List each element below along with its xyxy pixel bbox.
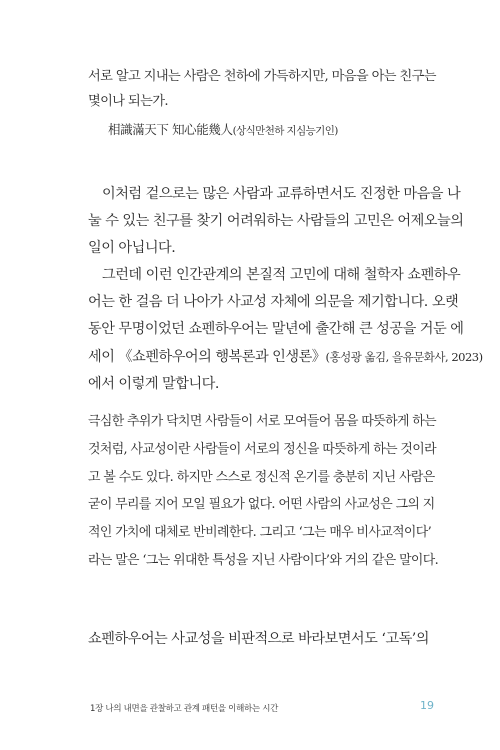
book-citation: (홍성광 옮김, 을유문화사, 2023) <box>325 349 483 364</box>
block-quote-line: 것처럼, 사교성이란 사람들이 서로의 정신을 따뜻하게 하는 것이라 <box>88 441 436 457</box>
paragraph-line: 눌 수 있는 친구를 찾기 어려워하는 사람들의 고민은 어제오늘의 <box>88 213 464 230</box>
block-quote-line: 고 볼 수도 있다. 하지만 스스로 정신적 온기를 충분히 지닌 사람은 <box>88 469 435 485</box>
paragraph-line: 일이 아닙니다. <box>88 240 176 257</box>
paragraph-3 <box>88 626 433 653</box>
paragraph-line: 에서 이렇게 말합니다. <box>88 375 219 392</box>
chapter-footer: 1장 나의 내면을 관찰하고 관계 패턴을 이해하는 시간 <box>90 704 279 714</box>
quote-line: 서로 알고 지내는 사람은 천하에 가득하지만, 마음을 아는 친구는 <box>88 69 436 84</box>
book-title: 세이 《쇼펜하우어의 행복론과 인생론》 <box>88 348 326 365</box>
paragraph-line <box>88 344 483 371</box>
page-number: 19 <box>420 699 434 712</box>
paragraph-line: 이처럼 겉으로는 많은 사람과 교류하면서도 진정한 마음을 나 <box>102 186 461 202</box>
quote-source-hanja: 相識滿天下 知心能幾人 <box>108 122 233 137</box>
paragraph-2 <box>88 262 483 398</box>
block-quote-line: 라는 말은 ‘그는 위대한 특성을 지닌 사람이다’와 거의 같은 말이다. <box>88 552 439 568</box>
block-quote-line: 적인 가치에 대체로 반비례한다. 그리고 ‘그는 매우 비사교적이다’ <box>88 525 432 541</box>
paragraph-1 <box>88 181 464 263</box>
block-quote-line: 극심한 추위가 닥치면 사람들이 서로 모여들어 몸을 따뜻하게 하는 <box>88 414 436 429</box>
block-quote <box>88 408 439 575</box>
paragraph-line: 쇼펜하우어는 사교성을 비판적으로 바라보면서도 ‘고독’의 <box>88 631 429 647</box>
quote-source-reading: (상식만천하 지심능기인) <box>232 125 338 137</box>
block-quote-line: 굳이 무리를 지어 모일 필요가 없다. 어떤 사람의 사교성은 그의 지 <box>88 497 435 513</box>
quote-line: 몇이나 되는가. <box>88 94 169 109</box>
opening-quote <box>88 64 436 114</box>
paragraph-line: 동안 무명이었던 쇼펜하우어는 말년에 출간해 큰 성공을 거둔 에 <box>88 321 464 338</box>
quote-source <box>108 120 338 138</box>
paragraph-line: 어는 한 걸음 더 나아가 사교성 자체에 의문을 제기합니다. 오랫 <box>88 294 459 311</box>
paragraph-line: 그런데 이런 인간관계의 본질적 고민에 대해 철학자 쇼펜하우 <box>102 267 461 283</box>
